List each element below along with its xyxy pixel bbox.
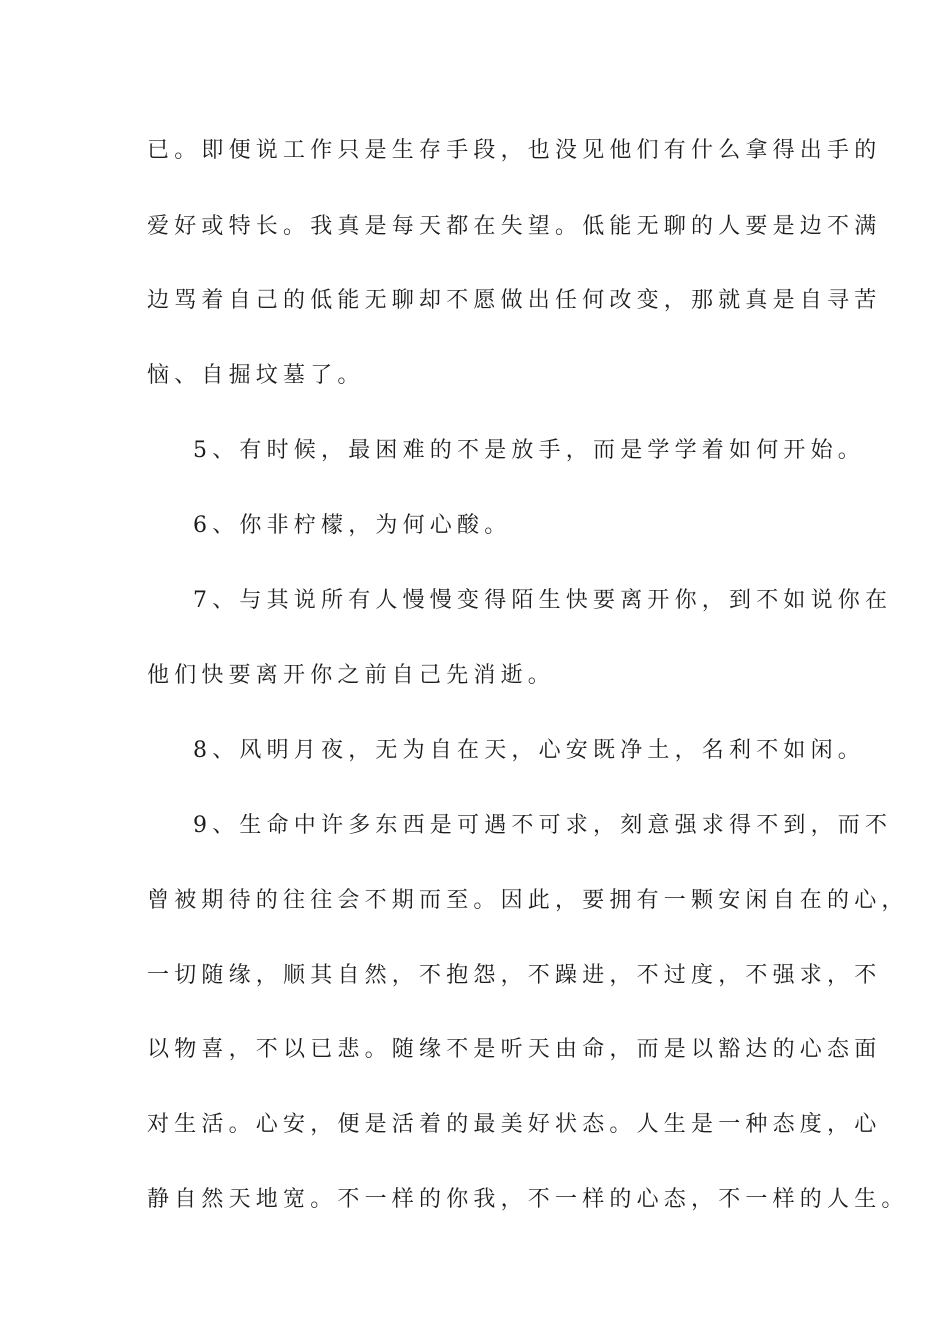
text-line: 7、与其说所有人慢慢变得陌生快要离开你，到不如说你在 — [193, 588, 893, 613]
text-line: 曾被期待的往往会不期而至。因此，要拥有一颗安闲自在的心， — [147, 888, 909, 913]
text-line: 他们快要离开你之前自己先消逝。 — [147, 663, 556, 688]
text-line: 9、生命中许多东西是可遇不可求，刻意强求得不到，而不 — [193, 813, 893, 838]
text-line: 静自然天地宽。不一样的你我，不一样的心态，不一样的人生。 — [147, 1187, 909, 1212]
text-line: 5、有时候，最困难的不是放手，而是学学着如何开始。 — [193, 438, 865, 463]
text-line: 已。即便说工作只是生存手段，也没见他们有什么拿得出手的 — [147, 138, 882, 163]
text-line: 边骂着自己的低能无聊却不愿做出任何改变，那就真是自寻苦 — [147, 288, 882, 313]
text-line: 一切随缘，顺其自然，不抱怨，不躁进，不过度，不强求，不 — [147, 963, 882, 988]
text-line: 8、风明月夜，无为自在天，心安既净土，名利不如闲。 — [193, 738, 865, 763]
text-line: 爱好或特长。我真是每天都在失望。低能无聊的人要是边不满 — [147, 214, 882, 239]
text-line: 恼、自掘坟墓了。 — [147, 363, 365, 388]
text-line: 对生活。心安，便是活着的最美好状态。人生是一种态度，心 — [147, 1112, 882, 1137]
text-line: 以物喜，不以已悲。随缘不是听天由命，而是以豁达的心态面 — [147, 1037, 882, 1062]
text-line: 6、你非柠檬，为何心酸。 — [193, 513, 512, 538]
